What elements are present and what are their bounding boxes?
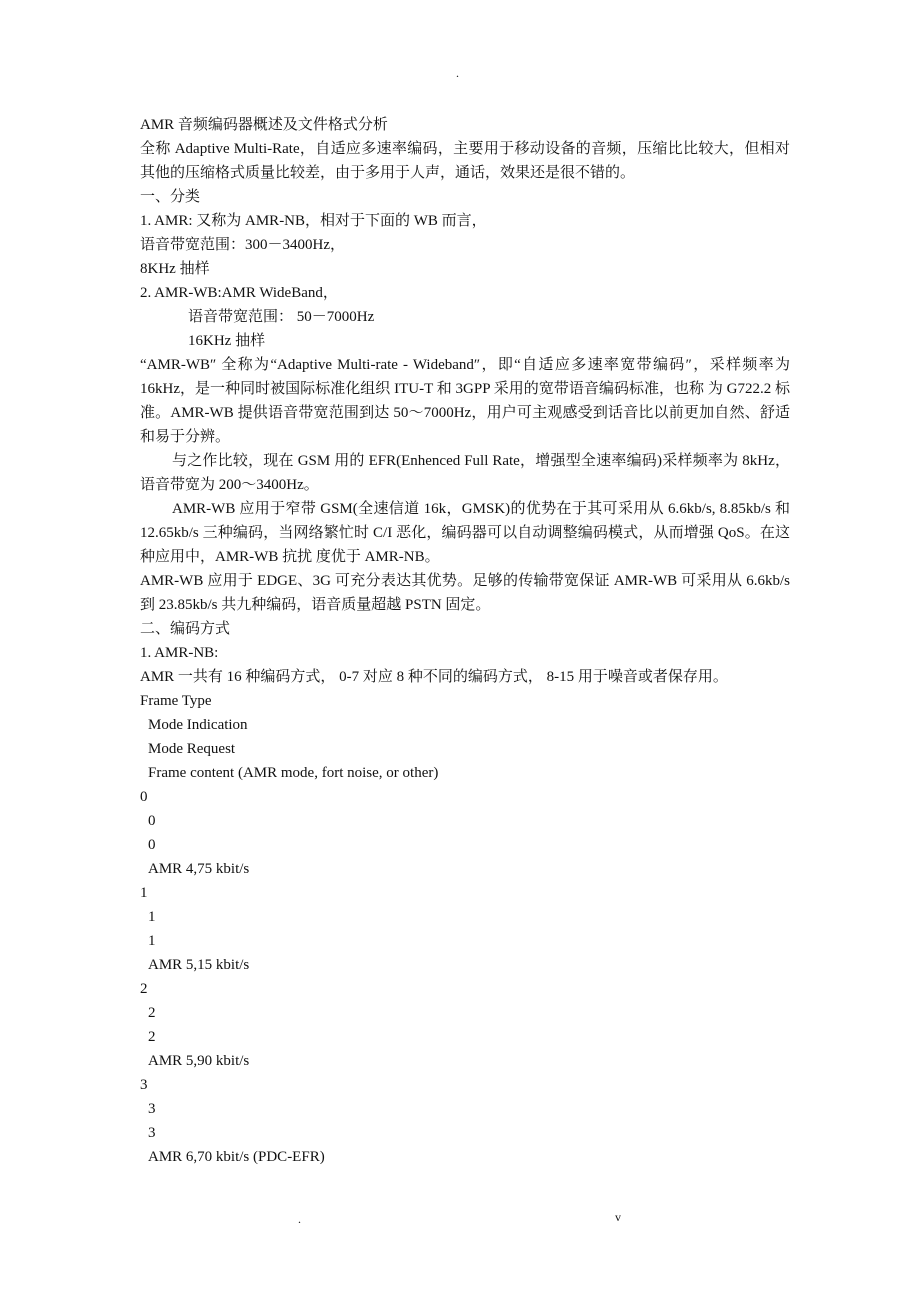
amr-wb-bandwidth: 语音带宽范围： 50－7000Hz (188, 309, 375, 325)
section-heading-coding: 二、编码方式 (140, 621, 231, 637)
amr-wb-item: 2. AMR-WB:AMR WideBand， (140, 285, 338, 301)
document-title: AMR 音频编码器概述及文件格式分析 (140, 117, 388, 133)
amr-nb-bandwidth: 语音带宽范围：300－3400Hz， (140, 237, 345, 253)
table-header-mode-request: Mode Request (148, 741, 236, 757)
section-heading-classification: 一、分类 (140, 189, 201, 205)
table-cell: AMR 4,75 kbit/s (148, 861, 250, 877)
amr-nb-sampling: 8KHz 抽样 (140, 261, 210, 277)
table-cell: AMR 5,90 kbit/s (148, 1053, 250, 1069)
table-cell: AMR 6,70 kbit/s (PDC-EFR) (148, 1149, 325, 1165)
amr-wb-gsm-paragraph: AMR-WB 应用于窄带 GSM(全速信道 16k，GMSK)的优势在于其可采用从 6.6kb/s, 8.85kb/s 和 12.65kb/s 三种编码，当网络繁忙时 C/I 恶化，编码器可以自动调整编码模式，从而增强 QoS。在这种应用中，AMR-WB 抗扰 度优于 AMR-NB。 (140, 501, 790, 565)
table-header-mode-indication: Mode Indication (148, 717, 248, 733)
table-cell: 1 (148, 933, 156, 949)
document-body (140, 113, 790, 1169)
amr-coding-summary: AMR 一共有 16 种编码方式， 0-7 对应 8 种不同的编码方式， 8-15 用于噪音或者保存用。 (140, 669, 728, 685)
amr-nb-coding-item: 1. AMR-NB: (140, 645, 219, 661)
table-cell: 1 (140, 885, 148, 901)
table-cell: 2 (140, 981, 148, 997)
table-cell: 0 (140, 789, 148, 805)
amr-wb-description: “AMR-WB″ 全称为“Adaptive Multi-rate - Wideband″，即“自适应多速率宽带编码″，采样频率为 16kHz，是一种同时被国际标准化组织 ITU-T 和 3GPP 采用的宽带语音编码标准，也称 为 G722.2 标准。AMR-WB 提供语音带宽范围到达 50～7000Hz，用户可主观感受到话音比以前更加自然、舒适和易于分辨。 (140, 357, 790, 445)
table-cell: 3 (148, 1125, 156, 1141)
amr-nb-item: 1. AMR: 又称为 AMR-NB，相对于下面的 WB 而言， (140, 213, 487, 229)
table-cell: 3 (140, 1077, 148, 1093)
table-header-frame-type: Frame Type (140, 693, 212, 709)
table-header-frame-content: Frame content (AMR mode, fort noise, or other) (148, 765, 439, 781)
table-cell: AMR 5,15 kbit/s (148, 957, 250, 973)
footer-left-mark: . (298, 1212, 301, 1226)
table-cell: 0 (148, 813, 156, 829)
header-mark: . (456, 66, 459, 80)
footer-right-mark: v (615, 1210, 621, 1224)
amr-wb-edge-paragraph: AMR-WB 应用于 EDGE、3G 可充分表达其优势。足够的传输带宽保证 AMR-WB 可采用从 6.6kb/s 到 23.85kb/s 共九种编码，语音质量超越 PSTN 固定。 (140, 573, 790, 613)
table-cell: 2 (148, 1005, 156, 1021)
table-cell: 2 (148, 1029, 156, 1045)
intro-paragraph: 全称 Adaptive Multi-Rate，自适应多速率编码，主要用于移动设备的音频，压缩比比较大，但相对其他的压缩格式质量比较差，由于多用于人声，通话，效果还是很不错的。 (140, 141, 790, 181)
amr-wb-sampling: 16KHz 抽样 (188, 333, 266, 349)
table-cell: 3 (148, 1101, 156, 1117)
table-cell: 0 (148, 837, 156, 853)
gsm-comparison-paragraph: 与之作比较，现在 GSM 用的 EFR(Enhenced Full Rate，增强型全速率编码)采样频率为 8kHz，语音带宽为 200～3400Hz。 (140, 453, 790, 493)
table-cell: 1 (148, 909, 156, 925)
